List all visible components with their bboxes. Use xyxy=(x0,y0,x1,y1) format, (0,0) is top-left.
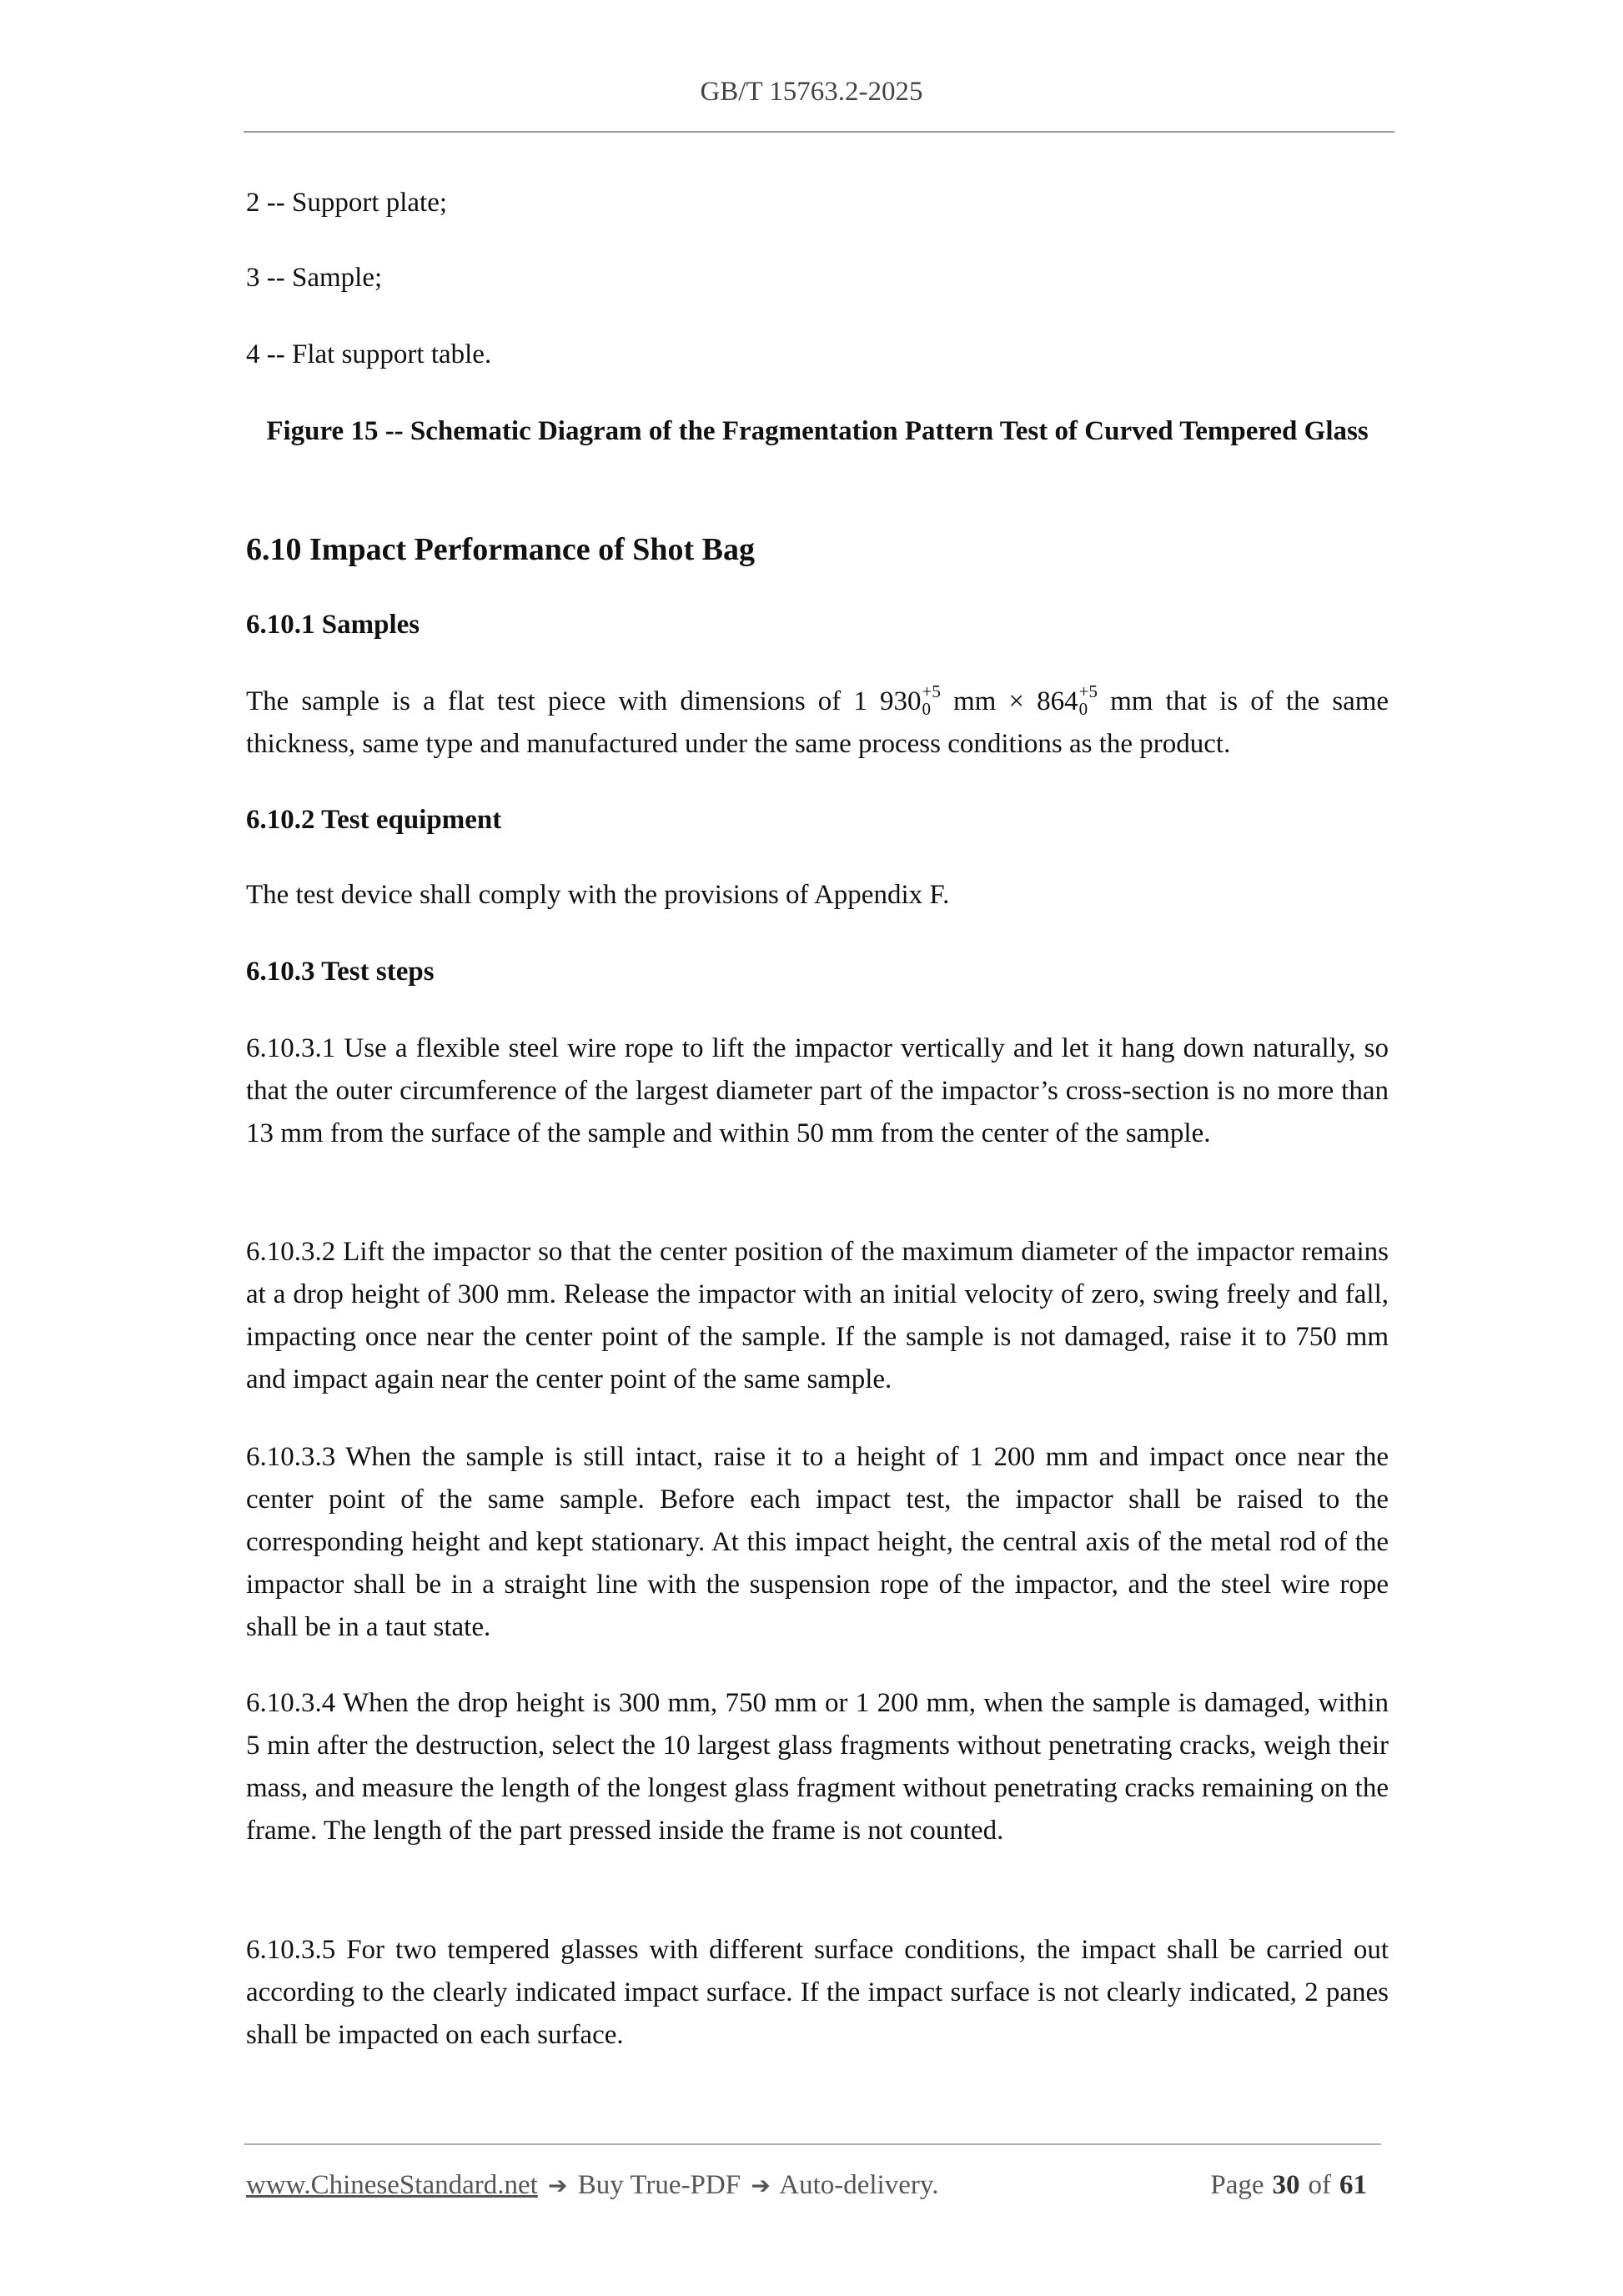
subsection-heading-samples: 6.10.1 Samples xyxy=(246,610,420,640)
step-paragraph: 6.10.3.4 When the drop height is 300 mm, 750 mm or 1 200 mm, when the sample is damaged, within 5 min after the destruction, select the 10 largest glass fragments without penetrating cracks, weigh their mass, and measure the length of the longest glass fragment without penetrating cracks remaining on the frame. The length of the part pressed inside the frame is not counted. xyxy=(246,1688,1389,1846)
times-sign: × xyxy=(1008,686,1025,716)
website-link[interactable]: www.ChineseStandard.net xyxy=(246,2170,538,2200)
length-tolerance xyxy=(922,683,940,718)
width-tolerance xyxy=(1079,683,1098,718)
step-paragraph: 6.10.3.5 For two tempered glasses with different surface conditions, the impact shall be carried out according to the clearly indicated impact surface. If the impact surface is not clearly indicated, 2 panes shall be impacted on each surface. xyxy=(246,1935,1389,2050)
header-divider xyxy=(244,131,1394,133)
of-label: of xyxy=(1308,2170,1331,2200)
equipment-paragraph: The test device shall comply with the provisions of Appendix F. xyxy=(246,880,950,910)
page-label: Page xyxy=(1210,2170,1264,2200)
page-footer xyxy=(246,2164,1375,2207)
width-upper-tolerance: +5 xyxy=(1078,681,1098,701)
figure-caption: Figure 15 -- Schematic Diagram of the Fragmentation Pattern Test of Curved Tempered Glass xyxy=(266,416,1369,446)
subsection-heading-equipment: 6.10.2 Test equipment xyxy=(246,805,502,835)
width-lower-tolerance: 0 xyxy=(1078,699,1088,719)
samples-text-before: The sample is a flat test piece with dimensions of xyxy=(246,686,842,716)
arrow-right-icon: ➔ xyxy=(548,2172,568,2199)
length-lower-tolerance: 0 xyxy=(922,699,931,719)
auto-delivery-text: Auto-delivery. xyxy=(779,2170,939,2200)
subsection-heading-test-steps: 6.10.3 Test steps xyxy=(246,957,435,987)
buy-true-pdf-text: Buy True-PDF xyxy=(577,2170,741,2200)
length-unit: mm xyxy=(952,686,997,716)
width-unit: mm xyxy=(1110,686,1153,716)
legend-item: 2 -- Support plate; xyxy=(246,188,448,218)
footer-promo xyxy=(246,2164,938,2207)
total-pages: 61 xyxy=(1339,2170,1367,2200)
step-paragraph: 6.10.3.1 Use a flexible steel wire rope to lift the impactor vertically and let it hang down naturally, so that the outer circumference of the largest diameter part of the impactor’s cross-section is no more than 13 mm from the surface of the sample and within 50 mm from the center of the sample. xyxy=(246,1033,1389,1148)
length-value: 1 930 xyxy=(853,686,922,716)
legend-item: 4 -- Flat support table. xyxy=(246,339,492,369)
footer-divider xyxy=(244,2143,1381,2145)
legend-item: 3 -- Sample; xyxy=(246,263,383,293)
page-number xyxy=(1210,2164,1375,2207)
current-page: 30 xyxy=(1272,2170,1300,2200)
section-heading: 6.10 Impact Performance of Shot Bag xyxy=(246,532,756,567)
step-paragraph: 6.10.3.3 When the sample is still intact, raise it to a height of 1 200 mm and impact once near the center point of the same sample. Before each impact test, the impactor shall be raised to the corresponding height and kept stationary. At this impact height, the central axis of the metal rod of the impactor shall be in a straight line with the suspension rope of the impactor, and the steel wire rope shall be in a taut state. xyxy=(246,1442,1389,1642)
step-paragraph: 6.10.3.2 Lift the impactor so that the center position of the maximum diameter of the impactor remains at a drop height of 300 mm. Release the impactor with an initial velocity of zero, swing freely and fall, impacting once near the center point of the sample. If the sample is not damaged, raise it to 750 mm and impact again near the center point of the same sample. xyxy=(246,1237,1389,1394)
length-upper-tolerance: +5 xyxy=(922,681,941,701)
width-value: 864 xyxy=(1037,686,1078,716)
dimension-formula xyxy=(853,681,1153,719)
page-header-title: GB/T 15763.2-2025 xyxy=(700,77,923,107)
samples-paragraph xyxy=(246,681,1389,766)
samples-text-after: that is of the same thickness, same type and manufactured under the same process conditions as the product. xyxy=(246,686,1389,759)
arrow-right-icon: ➔ xyxy=(751,2172,771,2199)
